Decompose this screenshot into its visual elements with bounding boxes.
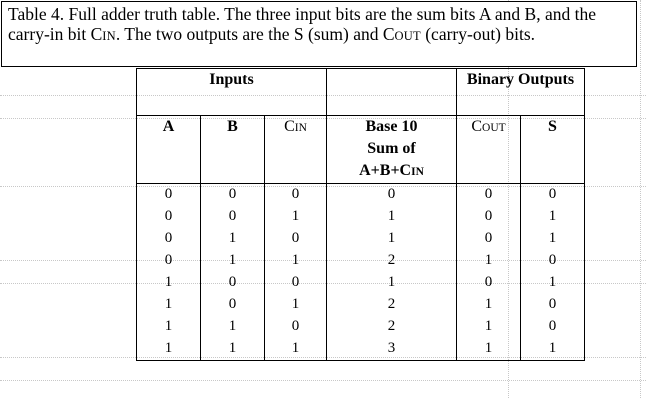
cell-a: 0 [137, 228, 201, 250]
caption-suffix: (carry-out) bits. [420, 24, 536, 44]
binary-outputs-group-header: Binary Outputs [457, 69, 585, 116]
table-row [137, 228, 585, 250]
cell-a: 0 [137, 250, 201, 272]
cell-b: 0 [201, 294, 265, 316]
inputs-group-header: Inputs [137, 69, 327, 116]
empty-group-header [327, 69, 457, 116]
table-row [137, 206, 585, 228]
cell-a: 0 [137, 206, 201, 228]
cell-sum: 2 [327, 316, 457, 338]
column-header-s: S [521, 116, 585, 184]
cell-b: 1 [201, 338, 265, 361]
table-row [137, 338, 585, 361]
cell-cout: 1 [457, 250, 521, 272]
cell-a: 1 [137, 294, 201, 316]
cell-sum: 1 [327, 206, 457, 228]
cell-s: 1 [521, 272, 585, 294]
column-header-b: B [201, 116, 265, 184]
cell-cout: 0 [457, 272, 521, 294]
cell-s: 1 [521, 338, 585, 361]
cell-a: 1 [137, 338, 201, 361]
caption-cin-subscript: IN [102, 29, 116, 43]
cell-sum: 1 [327, 272, 457, 294]
cell-a: 1 [137, 272, 201, 294]
cell-s: 0 [521, 250, 585, 272]
cell-b: 0 [201, 272, 265, 294]
cell-cout: 1 [457, 294, 521, 316]
cell-cin: 1 [265, 250, 327, 272]
cell-sum: 0 [327, 184, 457, 207]
cell-cout: 0 [457, 184, 521, 207]
cell-cin: 1 [265, 294, 327, 316]
cell-cin: 0 [265, 272, 327, 294]
column-header-cout: COUT [457, 116, 521, 184]
cell-s: 0 [521, 184, 585, 207]
cell-b: 1 [201, 250, 265, 272]
cell-cout: 0 [457, 206, 521, 228]
table-row [137, 250, 585, 272]
table-row [137, 294, 585, 316]
caption-cout-subscript: OUT [394, 29, 421, 43]
caption-prefix: Table 4. Full adder truth table. The three input bits are the sum bits A and B, and the carry-in bit C [8, 4, 596, 44]
table-row [137, 184, 585, 207]
cell-cin: 0 [265, 184, 327, 207]
cell-cin: 1 [265, 338, 327, 361]
column-header-a: A [137, 116, 201, 184]
cell-b: 1 [201, 228, 265, 250]
cell-sum: 2 [327, 294, 457, 316]
column-header-base10-sum: Base 10 Sum of A+B+CIN [327, 116, 457, 184]
cell-s: 1 [521, 228, 585, 250]
column-header-cin: CIN [265, 116, 327, 184]
cell-s: 1 [521, 206, 585, 228]
cell-b: 0 [201, 184, 265, 207]
cell-a: 0 [137, 184, 201, 207]
cell-sum: 1 [327, 228, 457, 250]
cell-cout: 1 [457, 338, 521, 361]
truth-table [136, 68, 585, 361]
page-gridline [0, 380, 646, 381]
table-row [137, 316, 585, 338]
cell-cout: 1 [457, 316, 521, 338]
table-caption [1, 1, 637, 67]
cell-cout: 0 [457, 228, 521, 250]
cell-sum: 3 [327, 338, 457, 361]
caption-middle: . The two outputs are the S (sum) and C [115, 24, 395, 44]
cell-s: 0 [521, 316, 585, 338]
cell-sum: 2 [327, 250, 457, 272]
header-row-groups [137, 69, 585, 116]
cell-s: 0 [521, 294, 585, 316]
header-row-columns [137, 116, 585, 184]
table-row [137, 272, 585, 294]
cell-a: 1 [137, 316, 201, 338]
cell-b: 1 [201, 316, 265, 338]
cell-cin: 0 [265, 316, 327, 338]
cell-cin: 1 [265, 206, 327, 228]
cell-b: 0 [201, 206, 265, 228]
page-gridline [640, 0, 641, 398]
cell-cin: 0 [265, 228, 327, 250]
